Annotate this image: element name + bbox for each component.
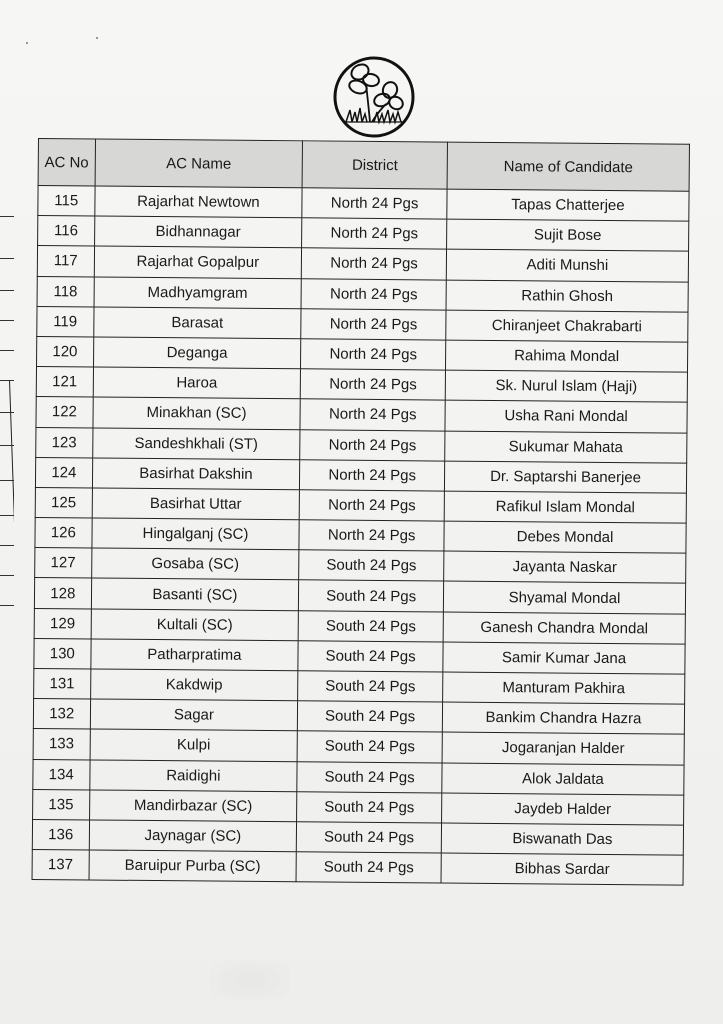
cell-ac-no: 136	[32, 819, 89, 850]
cell-candidate: Debes Mondal	[444, 521, 686, 553]
fragment-line	[0, 380, 14, 381]
cell-district: South 24 Pgs	[296, 852, 441, 883]
cell-ac-name: Jaynagar (SC)	[89, 820, 297, 852]
cell-ac-no: 121	[36, 367, 93, 398]
header-ac-no: AC No	[38, 139, 95, 186]
cell-ac-name: Deganga	[93, 337, 301, 369]
fragment-line	[0, 258, 14, 259]
cell-ac-no: 131	[34, 668, 91, 699]
cell-candidate: Manturam Pakhira	[443, 672, 685, 704]
cell-ac-no: 122	[36, 397, 93, 428]
cell-ac-name: Barasat	[93, 307, 301, 339]
cell-ac-name: Bidhannagar	[94, 216, 302, 248]
cell-ac-no: 115	[38, 186, 95, 217]
cell-district: North 24 Pgs	[299, 520, 444, 551]
header-candidate: Name of Candidate	[447, 142, 689, 191]
cell-district: North 24 Pgs	[300, 429, 445, 460]
fragment-line	[0, 290, 14, 291]
cell-ac-no: 133	[33, 729, 90, 760]
cell-ac-no: 137	[32, 850, 89, 881]
cell-candidate: Bibhas Sardar	[441, 853, 683, 885]
fragment-line	[0, 545, 14, 546]
party-logo-flower-icon	[332, 56, 416, 138]
cell-district: North 24 Pgs	[300, 459, 445, 490]
cell-candidate: Sukumar Mahata	[445, 431, 687, 463]
cell-ac-no: 123	[36, 427, 93, 458]
cell-ac-name: Basanti (SC)	[91, 578, 299, 610]
cell-district: South 24 Pgs	[297, 761, 442, 792]
cell-candidate: Rafikul Islam Mondal	[444, 491, 686, 523]
fragment-line	[0, 350, 14, 351]
cell-district: South 24 Pgs	[299, 550, 444, 581]
paper-smudge	[210, 960, 290, 1000]
cell-district: North 24 Pgs	[302, 218, 447, 249]
cell-candidate: Sk. Nurul Islam (Haji)	[445, 370, 687, 402]
cell-ac-no: 130	[34, 638, 91, 669]
cell-ac-no: 119	[37, 306, 94, 337]
cell-ac-name: Sandeshkhali (ST)	[92, 427, 300, 459]
header-district: District	[302, 141, 447, 189]
cell-ac-no: 116	[38, 216, 95, 247]
fragment-line	[0, 320, 14, 321]
cell-ac-no: 124	[35, 457, 92, 488]
sheet-edge-line	[9, 380, 14, 680]
cell-ac-name: Kakdwip	[90, 669, 298, 701]
cell-ac-name: Basirhat Uttar	[92, 488, 300, 520]
cell-district: South 24 Pgs	[297, 792, 442, 823]
cell-candidate: Bankim Chandra Hazra	[442, 702, 684, 734]
paper-speck	[96, 37, 98, 39]
paper-speck	[26, 42, 28, 44]
cell-candidate: Jayanta Naskar	[444, 551, 686, 583]
cell-candidate: Jogaranjan Halder	[442, 732, 684, 764]
fragment-line	[0, 412, 14, 413]
cell-ac-no: 125	[35, 487, 92, 518]
cell-ac-name: Minakhan (SC)	[93, 397, 301, 429]
cell-ac-name: Hingalganj (SC)	[92, 518, 300, 550]
cell-ac-name: Patharpratima	[90, 639, 298, 671]
table-header-row	[38, 139, 689, 192]
cell-district: North 24 Pgs	[300, 399, 445, 430]
cell-ac-name: Raidighi	[89, 760, 297, 792]
cell-district: North 24 Pgs	[299, 490, 444, 521]
table-body	[32, 186, 689, 886]
cell-candidate: Alok Jaldata	[442, 763, 684, 795]
cell-district: South 24 Pgs	[299, 580, 444, 611]
cell-ac-name: Rajarhat Gopalpur	[94, 246, 302, 278]
cell-candidate: Usha Rani Mondal	[445, 400, 687, 432]
cell-ac-no: 135	[33, 789, 90, 820]
cell-ac-no: 126	[35, 518, 92, 549]
cell-ac-name: Rajarhat Newtown	[94, 186, 302, 218]
cell-candidate: Chiranjeet Chakrabarti	[446, 310, 688, 342]
cell-ac-name: Madhyamgram	[94, 277, 302, 309]
table-row	[32, 850, 683, 886]
cell-ac-name: Kulpi	[90, 729, 298, 761]
fragment-line	[0, 216, 14, 217]
cell-ac-no: 120	[37, 336, 94, 367]
cell-district: South 24 Pgs	[297, 731, 442, 762]
cell-ac-no: 134	[33, 759, 90, 790]
cell-ac-name: Haroa	[93, 367, 301, 399]
cell-candidate: Shyamal Mondal	[443, 581, 685, 613]
cell-candidate: Dr. Saptarshi Banerjee	[444, 461, 686, 493]
cell-ac-no: 132	[33, 699, 90, 730]
candidate-list-table	[32, 138, 690, 886]
cell-district: North 24 Pgs	[301, 339, 446, 370]
cell-candidate: Samir Kumar Jana	[443, 642, 685, 674]
cell-ac-no: 117	[37, 246, 94, 277]
cell-candidate: Tapas Chatterjee	[447, 189, 689, 221]
cell-district: North 24 Pgs	[302, 248, 447, 279]
fragment-line	[0, 605, 14, 606]
cell-ac-no: 127	[35, 548, 92, 579]
cell-district: North 24 Pgs	[300, 369, 445, 400]
cell-district: South 24 Pgs	[297, 822, 442, 853]
cell-candidate: Jaydeb Halder	[442, 793, 684, 825]
cell-district: South 24 Pgs	[298, 671, 443, 702]
cell-ac-no: 129	[34, 608, 91, 639]
cell-district: South 24 Pgs	[298, 610, 443, 641]
cell-district: North 24 Pgs	[302, 188, 447, 219]
header-ac-name: AC Name	[95, 139, 303, 188]
cell-candidate: Aditi Munshi	[446, 249, 688, 281]
cell-ac-name: Gosaba (SC)	[91, 548, 299, 580]
cell-ac-name: Mandirbazar (SC)	[89, 790, 297, 822]
cell-ac-no: 118	[37, 276, 94, 307]
cell-district: South 24 Pgs	[298, 641, 443, 672]
cell-district: North 24 Pgs	[301, 309, 446, 340]
cell-candidate: Rahima Mondal	[446, 340, 688, 372]
cell-candidate: Biswanath Das	[441, 823, 683, 855]
cell-ac-name: Sagar	[90, 699, 298, 731]
fragment-line	[0, 515, 14, 516]
fragment-line	[0, 575, 14, 576]
cell-candidate: Ganesh Chandra Mondal	[443, 612, 685, 644]
cell-ac-name: Baruipur Purba (SC)	[89, 850, 297, 882]
cell-candidate: Rathin Ghosh	[446, 280, 688, 312]
cell-district: North 24 Pgs	[301, 278, 446, 309]
cell-ac-name: Basirhat Dakshin	[92, 458, 300, 490]
cell-ac-name: Kultali (SC)	[91, 609, 299, 641]
underlying-sheet-edge	[0, 200, 14, 680]
cell-district: South 24 Pgs	[298, 701, 443, 732]
cell-ac-no: 128	[34, 578, 91, 609]
cell-candidate: Sujit Bose	[447, 219, 689, 251]
